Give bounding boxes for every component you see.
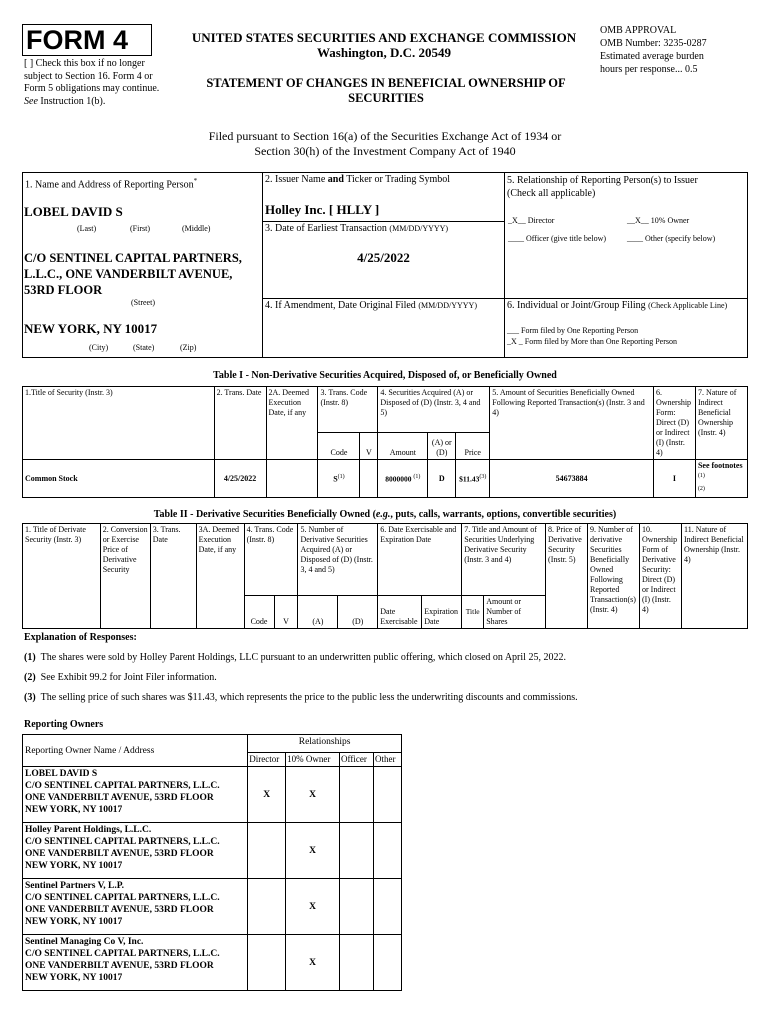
t1-sub-code: Code (318, 433, 360, 460)
footnote-ref[interactable]: (3) (479, 474, 487, 481)
date-label: 3. Date of Earliest Transaction (265, 223, 387, 234)
reporting-person-label (25, 177, 197, 190)
t2-s-a: (A) (298, 596, 338, 629)
relationship-title: 5. Relationship of Reporting Person(s) to Issuer (507, 175, 698, 186)
t1-row-form: I (653, 460, 695, 498)
owner-director (248, 879, 286, 935)
director-checkbox[interactable]: _X__ Director (508, 216, 555, 225)
explanation-item (24, 692, 750, 712)
issuer-label-pre: 2. Issuer Name (265, 174, 326, 185)
t1-row-price (456, 460, 490, 498)
owner-name-address (23, 767, 248, 823)
explanation-item (24, 672, 750, 692)
owner-line: C/O SENTINEL CAPITAL PARTNERS, L.L.C. (25, 837, 220, 847)
ten-percent-owner-checkbox[interactable]: __X__ 10% Owner (627, 216, 690, 225)
earliest-transaction-date: 4/25/2022 (357, 250, 410, 265)
issuer-label-and: and (327, 174, 344, 185)
owners-header-officer: Officer (340, 753, 374, 767)
t1-header-code: 3. Trans. Code (Instr. 8) (318, 387, 378, 433)
owner-line: C/O SENTINEL CAPITAL PARTNERS, L.L.C. (25, 893, 220, 903)
t1-header-amount-owned: 5. Amount of Securities Beneficially Owned Following Reported Transaction(s) (Instr. 3 and 4) (490, 387, 654, 460)
t1-row-title: Common Stock (23, 460, 215, 498)
owners-header-other: Other (374, 753, 402, 767)
owner-ten: X (286, 879, 340, 935)
owner-director (248, 935, 286, 991)
owner-director: X (248, 767, 286, 823)
t1-sub-v: V (360, 433, 378, 460)
table1-title: Table I - Non-Derivative Securities Acquired, Disposed of, or Beneficially Owned (213, 370, 557, 381)
agency-name: UNITED STATES SECURITIES AND EXCHANGE COMMISSION (191, 30, 577, 45)
t2-title-eg: e.g. (375, 509, 391, 520)
t2-h10: 10. Ownership Form of Derivative Security: Direct (D) or Indirect (I) (Instr. 4) (640, 524, 682, 629)
t2-s-v: V (274, 596, 298, 629)
t2-h9: 9. Number of derivative Securities Beneficially Owned Following Reported Transaction(s) (Instr. 4) (588, 524, 640, 629)
table1 (22, 386, 748, 498)
amend-format: (MM/DD/YYYY) (418, 301, 477, 310)
owner-line: NEW YORK, NY 10017 (25, 973, 123, 983)
filing-label (507, 300, 727, 311)
owner-ten: X (286, 823, 340, 879)
see-italic: See (24, 95, 38, 107)
explanations-title: Explanation of Responses: (24, 632, 137, 643)
street-label: (Street) (131, 298, 155, 307)
omb-approval: OMB APPROVAL (600, 25, 677, 36)
t1-sub-price: Price (456, 433, 490, 460)
t2-s-exercisable: Date Exercisable (378, 596, 422, 629)
owners-header-ten: 10% Owner (286, 753, 340, 767)
officer-checkbox[interactable]: ____ Officer (give title below) (508, 234, 607, 243)
t1-header-nature: 7. Nature of Indirect Beneficial Ownership (Instr. 4) (695, 387, 747, 460)
owner-row (23, 767, 402, 823)
t2-s-expiration: Expiration Date (422, 596, 462, 629)
owners-header-name: Reporting Owner Name / Address (23, 735, 248, 767)
reporting-person-name: LOBEL DAVID S (24, 204, 123, 219)
t2-h2: 2. Conversion or Exercise Price of Derivative Security (100, 524, 150, 629)
reporting-owners-title: Reporting Owners (24, 719, 104, 730)
t2-h3a: 3A. Deemed Execution Date, if any (196, 524, 244, 629)
middle-label: (Middle) (182, 224, 211, 233)
table2-title (22, 509, 748, 520)
t2-h7: 7. Title and Amount of Securities Underlying Derivative Security (Instr. 3 and 4) (462, 524, 546, 596)
agency-location: Washington, D.C. 20549 (317, 45, 451, 60)
owner-officer (340, 767, 374, 823)
owner-line: Sentinel Managing Co V, Inc. (25, 937, 144, 947)
first-label: (First) (130, 224, 150, 233)
amount-value: 8000000 (385, 474, 412, 484)
t2-h1: 1. Title of Derivate Security (Instr. 3) (23, 524, 101, 629)
owner-director (248, 823, 286, 879)
t2-s-d: (D) (338, 596, 378, 629)
t2-title-post: , puts, calls, warrants, options, convertible securities) (390, 509, 617, 520)
owner-line: NEW YORK, NY 10017 (25, 861, 123, 871)
instruction-ref: Instruction 1(b). (40, 95, 106, 107)
filed-line-2: Section 30(h) of the Investment Company Act of 1940 (254, 144, 516, 158)
issuer-label (265, 174, 450, 185)
city-label: (City) (89, 343, 109, 352)
t1-row-code (318, 460, 360, 498)
agency-header (178, 30, 590, 60)
multiple-persons-option[interactable]: _X _ Form filed by More than One Reporting Person (507, 337, 677, 346)
t2-h5: 5. Number of Derivative Securities Acquired (A) or Disposed of (D) (Instr. 3, 4 and 5) (298, 524, 378, 596)
explanations-section (24, 632, 750, 712)
owner-line: ONE VANDERBILT AVENUE, 53RD FLOOR (25, 793, 214, 803)
owner-other (374, 767, 402, 823)
filed-line-1: Filed pursuant to Section 16(a) of the Securities Exchange Act of 1934 or (208, 129, 562, 143)
owner-line: ONE VANDERBILT AVENUE, 53RD FLOOR (25, 905, 214, 915)
relationship-sub: (Check all applicable) (507, 188, 596, 199)
owner-row (23, 935, 402, 991)
explanation-number: (1) (24, 652, 36, 663)
reporting-owners-table (22, 734, 402, 991)
explanation-item (24, 652, 750, 672)
checkbox-text: [ ] Check this box if no longer subject to Section 16. Form 4 or Form 5 obligations may continue. (24, 58, 160, 94)
reporting-person-address: C/O SENTINEL CAPITAL PARTNERS, L.L.C., ONE VANDERBILT AVENUE, 53RD FLOOR (24, 251, 242, 297)
owner-other (374, 823, 402, 879)
one-person-option[interactable]: ___ Form filed by One Reporting Person (507, 326, 639, 335)
owner-officer (340, 935, 374, 991)
owner-line: C/O SENTINEL CAPITAL PARTNERS, L.L.C. (25, 781, 220, 791)
owner-line: C/O SENTINEL CAPITAL PARTNERS, L.L.C. (25, 949, 220, 959)
price-value: $11.43 (459, 474, 480, 484)
t1-header-title: 1.Title of Security (Instr. 3) (23, 387, 215, 460)
zip-label: (Zip) (180, 343, 197, 352)
t1-sub-aord: (A) or (D) (428, 433, 456, 460)
footnote-ref[interactable]: (1) (697, 473, 705, 479)
filed-pursuant-text (100, 129, 670, 159)
burden-line-2: hours per response... 0.5 (600, 64, 698, 75)
burden-line-1: Estimated average burden (600, 51, 704, 62)
form-title-box (22, 24, 152, 56)
date-format: (MM/DD/YYYY) (389, 224, 449, 233)
state-label: (State) (133, 343, 155, 352)
other-checkbox[interactable]: ____ Other (specify below) (627, 234, 716, 243)
t1-row-nature (695, 460, 747, 498)
footnote-ref[interactable]: (1) (337, 474, 345, 481)
amend-label: 4. If Amendment, Date Original Filed (265, 300, 416, 311)
owner-line: Sentinel Partners V, L.P. (25, 881, 125, 891)
owner-line: LOBEL DAVID S (25, 769, 98, 779)
t1-header-deemed: 2A. Deemed Execution Date, if any (266, 387, 318, 460)
no-longer-subject-checkbox-text (24, 58, 174, 108)
omb-number: OMB Number: 3235-0287 (600, 38, 707, 49)
owner-line: ONE VANDERBILT AVENUE, 53RD FLOOR (25, 961, 214, 971)
t1-row-amount (378, 460, 428, 498)
t1-row-date: 4/25/2022 (214, 460, 266, 498)
t2-s-amount: Amount or Number of Shares (484, 596, 546, 629)
issuer-name: Holley Inc. [ HLLY ] (265, 202, 380, 217)
last-label: (Last) (77, 224, 97, 233)
explanation-text: The shares were sold by Holley Parent Holdings, LLC pursuant to an underwritten public offering, which closed on April 25, 2022. (40, 652, 566, 663)
explanation-number: (2) (24, 672, 36, 683)
owner-ten: X (286, 935, 340, 991)
t1-sub-amount: Amount (378, 433, 428, 460)
table-row (23, 460, 748, 498)
owner-other (374, 935, 402, 991)
label-text: 1. Name and Address of Reporting Person (25, 179, 194, 191)
owner-line: NEW YORK, NY 10017 (25, 917, 123, 927)
explanation-number: (3) (24, 692, 36, 703)
footnote-ref[interactable]: (2) (697, 485, 705, 492)
amendment-label (265, 300, 477, 311)
owner-name-address (23, 935, 248, 991)
owner-officer (340, 879, 374, 935)
filing-sub: (Check Applicable Line) (648, 301, 728, 310)
owner-line: Holley Parent Holdings, L.L.C. (25, 825, 152, 835)
omb-approval-block (600, 24, 765, 76)
owners-header-relationships: Relationships (248, 735, 402, 753)
t1-row-deemed (266, 460, 318, 498)
t1-row-v (360, 460, 378, 498)
filing-title: 6. Individual or Joint/Group Filing (507, 300, 646, 311)
owner-other (374, 879, 402, 935)
t2-h8: 8. Price of Derivative Security (Instr. 5) (546, 524, 588, 629)
t1-header-form: 6. Ownership Form: Direct (D) or Indirect (I) (Instr. 4) (653, 387, 695, 460)
form-title: FORM 4 (26, 25, 129, 55)
earliest-transaction-label (265, 223, 448, 234)
statement-title: STATEMENT OF CHANGES IN BENEFICIAL OWNERSHIP OF SECURITIES (206, 76, 566, 105)
owner-line: NEW YORK, NY 10017 (25, 805, 123, 815)
owner-row (23, 879, 402, 935)
owner-name-address (23, 823, 248, 879)
t1-header-acquired: 4. Securities Acquired (A) or Disposed of (D) (Instr. 3, 4 and 5) (378, 387, 490, 433)
owner-officer (340, 823, 374, 879)
label-mark: * (193, 177, 198, 185)
t2-title-pre: Table II - Derivative Securities Beneficially Owned ( (153, 509, 376, 520)
t2-h3: 3. Trans. Date (150, 524, 196, 629)
owner-ten: X (286, 767, 340, 823)
t2-s-code: Code (244, 596, 274, 629)
table2 (22, 523, 748, 629)
t1-row-owned: 54673884 (490, 460, 654, 498)
owner-name-address (23, 879, 248, 935)
t1-header-date: 2. Trans. Date (214, 387, 266, 460)
owners-header-director: Director (248, 753, 286, 767)
code-value: S (333, 474, 338, 484)
reporting-person-city: NEW YORK, NY 10017 (24, 321, 158, 336)
explanation-text: The selling price of such shares was $11.43, which represents the price to the public less the underwriting discounts and commissions. (40, 692, 578, 703)
footnote-ref[interactable]: (1) (413, 474, 421, 481)
owner-row (23, 823, 402, 879)
t2-h6: 6. Date Exercisable and Expiration Date (378, 524, 462, 596)
t2-h4: 4. Trans. Code (Instr. 8) (244, 524, 298, 596)
relationship-label (507, 174, 747, 200)
issuer-label-post: Ticker or Trading Symbol (346, 174, 451, 185)
t2-s-title: Title (462, 596, 484, 629)
explanation-text: See Exhibit 99.2 for Joint Filer information. (40, 672, 217, 683)
t1-row-aord: D (428, 460, 456, 498)
owner-line: ONE VANDERBILT AVENUE, 53RD FLOOR (25, 849, 214, 859)
nature-value: See footnotes (697, 461, 743, 470)
t2-h11: 11. Nature of Indirect Beneficial Ownership (Instr. 4) (681, 524, 747, 629)
